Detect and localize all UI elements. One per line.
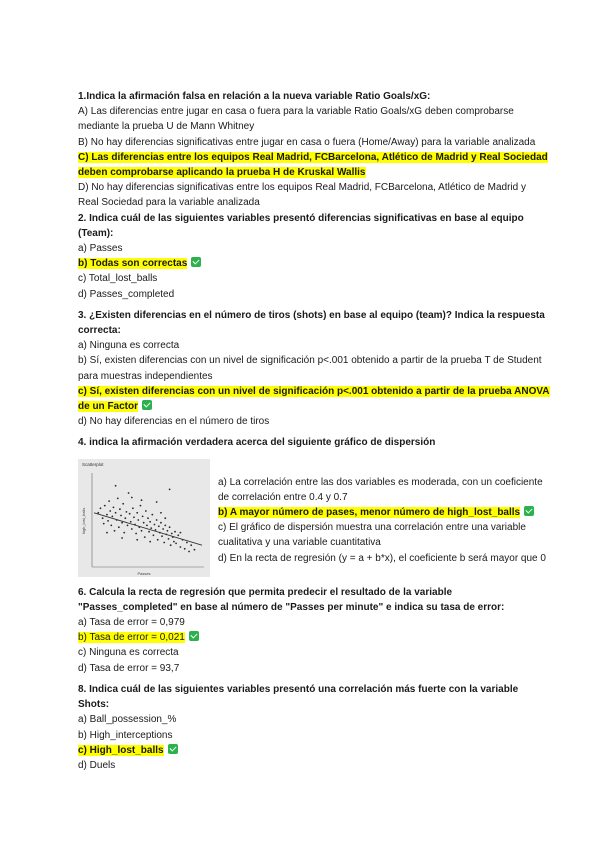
- scatter-point: [141, 530, 143, 532]
- scatter-point: [133, 516, 135, 518]
- question-8-title: 8. Indica cuál de las siguientes variables presentó una correlación más fuerte con la variable: [78, 683, 519, 695]
- scatter-point: [122, 503, 124, 505]
- q3-option-b: b) Sí, existen diferencias con un nivel de significación p<.001 obtenido a partir de la prueba T de Student: [78, 355, 542, 367]
- scatter-point: [121, 537, 123, 539]
- scatter-point: [163, 541, 165, 543]
- check-icon: [191, 257, 201, 267]
- q3-option-a: a) Ninguna es correcta: [78, 340, 180, 352]
- question-1-title: 1.Indica la afirmación falsa en relación a la nueva variable Ratio Goals/xG:: [78, 91, 431, 102]
- scatter-point: [119, 508, 121, 510]
- scatter-point: [135, 532, 137, 534]
- scatter-point: [144, 536, 146, 538]
- question-3-title: 3. ¿Existen diferencias en el número de tiros (shots) en base al equipo (team)? Indica la respuesta: [78, 309, 545, 321]
- scatter-point: [131, 528, 133, 530]
- scatter-point: [173, 540, 175, 542]
- scatter-point: [146, 524, 148, 526]
- scatter-point: [171, 532, 173, 534]
- q1-option-d-cont: Real Sociedad para la variable analizada: [78, 197, 260, 209]
- q6-option-a: a) Tasa de error = 0,979: [78, 617, 185, 629]
- scatter-point: [106, 513, 108, 515]
- scatter-point: [117, 497, 119, 499]
- scatter-point: [149, 540, 151, 542]
- scatter-point: [140, 504, 142, 506]
- scatter-point: [149, 521, 151, 523]
- scatter-point: [131, 496, 133, 498]
- scatter-point: [136, 539, 138, 541]
- scatter-point: [124, 517, 126, 519]
- q3-option-d: d) No hay diferencias en el número de tiros: [78, 416, 270, 428]
- q4-option-a: a) La correlación entre las dos variables es moderada, con un coeficiente: [218, 476, 543, 488]
- scatter-point: [160, 521, 162, 523]
- q8-option-c-correct: c) High_lost_balls: [78, 744, 164, 756]
- scatter-point: [160, 512, 162, 514]
- scatter-point: [143, 521, 145, 523]
- question-3-title-cont: correcta:: [78, 325, 121, 337]
- q6-option-b-correct: b) Tasa de error = 0,021: [78, 632, 185, 644]
- scatter-point: [180, 546, 182, 548]
- scatter-point: [107, 520, 109, 522]
- scatter-point: [109, 510, 111, 512]
- scatter-point: [174, 530, 176, 532]
- scatter-point: [147, 517, 149, 519]
- scatter-point: [111, 515, 113, 517]
- scatter-point: [108, 500, 110, 502]
- scatter-point: [158, 525, 160, 527]
- scatter-point: [186, 541, 188, 543]
- scatter-point: [100, 507, 102, 509]
- scatter-point: [157, 539, 159, 541]
- scatter-point: [123, 531, 125, 533]
- scatter-point: [128, 492, 130, 494]
- q1-option-a-cont: mediante la prueba U de Mann Whitney: [78, 121, 255, 133]
- q1-option-c-cont: deben comprobarse aplicando la prueba H de Kruskal Wallis: [78, 167, 366, 179]
- scatter-point: [118, 526, 120, 528]
- scatter-point: [153, 534, 155, 536]
- q6-option-d: d) Tasa de error = 93,7: [78, 662, 180, 674]
- q6-option-c: c) Ninguna es correcta: [78, 647, 179, 659]
- scatter-point: [169, 488, 171, 490]
- scatter-point: [148, 530, 150, 532]
- scatter-point: [126, 511, 128, 513]
- scatter-point: [136, 512, 138, 514]
- scatter-point: [164, 524, 166, 526]
- scatter-point: [150, 527, 152, 529]
- x-axis-label: Passes: [137, 570, 151, 576]
- scatter-point: [190, 544, 192, 546]
- scatter-point: [120, 514, 122, 516]
- check-icon: [168, 744, 178, 754]
- scatter-point: [102, 517, 104, 519]
- q2-option-c: c) Total_lost_balls: [78, 273, 158, 285]
- q4-option-b-correct: b) A mayor número de pases, menor número de high_lost_balls: [218, 507, 521, 519]
- check-icon: [189, 631, 199, 641]
- scatter-plot: [78, 459, 210, 577]
- scatter-point: [194, 548, 196, 550]
- scatter-point: [132, 507, 134, 509]
- scatter-point: [155, 529, 157, 531]
- question-2-title-cont: (Team):: [78, 227, 114, 239]
- scatter-block: [78, 459, 578, 579]
- q4-option-a-cont: de correlación entre 0.4 y 0.7: [218, 491, 348, 503]
- scatter-point: [110, 524, 112, 526]
- q4-options: [218, 475, 583, 566]
- scatter-point: [115, 512, 117, 514]
- scatter-point: [115, 485, 117, 487]
- scatter-point: [145, 510, 147, 512]
- scatter-point: [167, 530, 169, 532]
- q1-option-c-correct: C) Las diferencias entre los equipos Real Madrid, FCBarcelona, Atlético de Madrid y Real Sociedad: [78, 151, 548, 163]
- y-axis-label: high_lost_balls: [81, 507, 86, 534]
- question-6-title: 6. Calcula la recta de regresión que permita predecir el resultado de la variable: [78, 586, 453, 598]
- question-2-title: 2. Indica cuál de las siguientes variables presentó diferencias significativas en base al equipo: [78, 212, 524, 224]
- q1-option-a: A) Las diferencias entre jugar en casa o fuera para la variable Ratio Goals/xG deben comprobarse: [78, 106, 514, 118]
- scatter-point: [141, 499, 143, 501]
- q8-option-b: b) High_interceptions: [78, 729, 173, 741]
- scatter-point: [164, 517, 166, 519]
- chart-title: Scatterplot: [82, 461, 104, 467]
- scatter-point: [177, 534, 179, 536]
- scatter-point: [113, 506, 115, 508]
- scatter-point: [114, 530, 116, 532]
- scatter-point: [180, 531, 182, 533]
- q2-option-b-correct: b) Todas son correctas: [78, 258, 188, 270]
- scatter-point: [127, 524, 129, 526]
- question-8-title-cont: Shots:: [78, 699, 110, 711]
- plot-background: [78, 459, 210, 577]
- scatter-point: [154, 523, 156, 525]
- check-icon: [142, 400, 152, 410]
- q1-option-d: D) No hay diferencias significativas entre los equipos Real Madrid, FCBarcelona, Atlético de Madrid y: [78, 182, 526, 194]
- scatter-point: [129, 512, 131, 514]
- scatter-point: [142, 515, 144, 517]
- scatter-point: [121, 521, 123, 523]
- q2-option-d: d) Passes_completed: [78, 288, 175, 300]
- q2-option-a: a) Passes: [78, 243, 123, 255]
- scatter-point: [104, 504, 106, 506]
- check-icon: [524, 506, 534, 516]
- q8-option-d: d) Duels: [78, 759, 116, 771]
- question-4-title: 4. indica la afirmación verdadera acerca del siguiente gráfico de dispersión: [78, 437, 436, 449]
- scatter-point: [169, 526, 171, 528]
- scatter-point: [156, 501, 158, 503]
- scatter-point: [151, 513, 153, 515]
- q1-option-b: B) No hay diferencias significativas entre jugar en casa o fuera (Home/Away) para la variable analizada: [78, 136, 536, 148]
- scatter-point: [97, 512, 99, 514]
- scatter-point: [175, 542, 177, 544]
- scatter-point: [170, 544, 172, 546]
- scatter-point: [184, 548, 186, 550]
- scatter-point: [161, 535, 163, 537]
- q4-option-c: c) El gráfico de dispersión muestra una correlación entre una variable: [218, 522, 526, 534]
- scatter-point: [130, 521, 132, 523]
- document-content: [78, 89, 578, 773]
- scatter-point: [137, 519, 139, 521]
- scatter-point: [106, 531, 108, 533]
- q4-option-d: d) En la recta de regresión (y = a + b*x), el coeficiente b será mayor que 0: [218, 552, 546, 564]
- scatter-point: [103, 522, 105, 524]
- q3-option-b-cont: para muestras independientes: [78, 370, 213, 382]
- scatter-point: [188, 550, 190, 552]
- question-6-title-cont: "Passes_completed" en base al número de "Passes per minute" e indica su tasa de error:: [78, 601, 505, 613]
- scatter-point: [162, 528, 164, 530]
- q8-option-a: a) Ball_possession_%: [78, 714, 177, 726]
- q3-option-c-cont: de un Factor: [78, 401, 139, 413]
- q4-option-c-cont: cualitativa y una variable cuantitativa: [218, 537, 381, 549]
- scatter-point: [168, 538, 170, 540]
- scatter-point: [156, 519, 158, 521]
- q3-option-c-correct: c) Sí, existen diferencias con un nivel de significación p<.001 obtenido a partir de la prueba ANOVA: [78, 385, 550, 397]
